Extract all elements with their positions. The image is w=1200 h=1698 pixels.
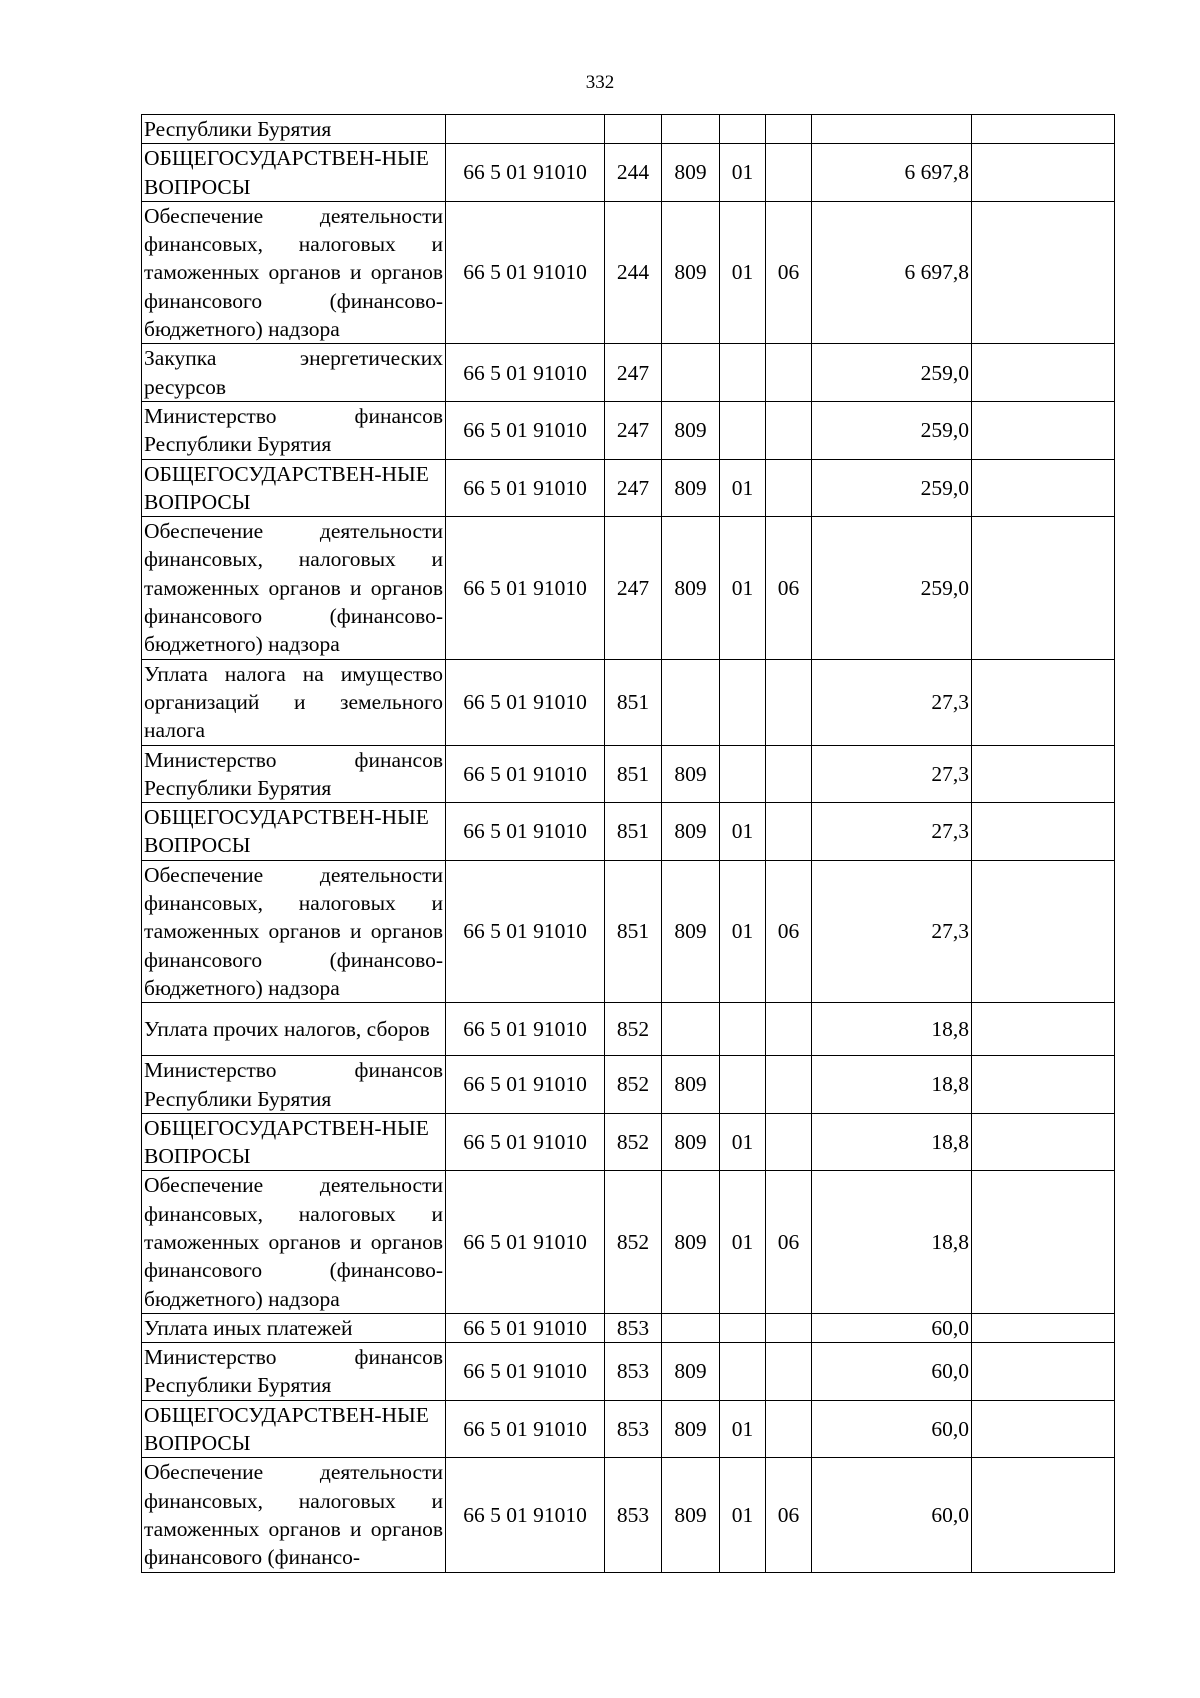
subsection-code-cell — [766, 1400, 812, 1458]
section-code-cell — [720, 1313, 766, 1342]
budget-table — [141, 114, 1115, 1573]
section-code-cell — [720, 1003, 766, 1056]
extra-cell — [972, 1056, 1115, 1114]
target-code-cell: 66 5 01 91010 — [446, 1343, 605, 1401]
item-name-cell: Обеспечение деятельности финансовых, налоговых и таможенных органов и органов финансового (финансо- — [142, 1458, 446, 1572]
extra-cell — [972, 201, 1115, 343]
subsection-code-cell — [766, 659, 812, 745]
amount-cell: 18,8 — [812, 1171, 972, 1313]
administrator-code-cell: 809 — [662, 1171, 720, 1313]
extra-cell — [972, 1003, 1115, 1056]
target-code-cell: 66 5 01 91010 — [446, 1400, 605, 1458]
page-number: 332 — [585, 72, 615, 93]
item-name-cell: Министерство финансов Республики Бурятия — [142, 401, 446, 459]
target-code-cell: 66 5 01 91010 — [446, 459, 605, 517]
section-code-cell: 01 — [720, 1171, 766, 1313]
target-code-cell: 66 5 01 91010 — [446, 144, 605, 202]
table-row — [142, 115, 1115, 144]
expense-type-cell: 852 — [605, 1056, 662, 1114]
section-code-cell — [720, 745, 766, 803]
amount-cell: 60,0 — [812, 1343, 972, 1401]
target-code-cell: 66 5 01 91010 — [446, 344, 605, 402]
table-row — [142, 1171, 1115, 1313]
subsection-code-cell — [766, 401, 812, 459]
expense-type-cell: 851 — [605, 659, 662, 745]
target-code-cell: 66 5 01 91010 — [446, 745, 605, 803]
extra-cell — [972, 1458, 1115, 1572]
expense-type-cell: 853 — [605, 1400, 662, 1458]
amount-cell: 27,3 — [812, 803, 972, 861]
item-name-cell: ОБЩЕГОСУДАРСТВЕН-НЫЕ ВОПРОСЫ — [142, 144, 446, 202]
expense-type-cell: 851 — [605, 803, 662, 861]
amount-cell: 60,0 — [812, 1458, 972, 1572]
administrator-code-cell: 809 — [662, 401, 720, 459]
expense-type-cell: 247 — [605, 401, 662, 459]
item-name-cell: Министерство финансов Республики Бурятия — [142, 1056, 446, 1114]
table-row — [142, 1003, 1115, 1056]
subsection-code-cell — [766, 344, 812, 402]
administrator-code-cell: 809 — [662, 745, 720, 803]
administrator-code-cell: 809 — [662, 1056, 720, 1114]
extra-cell — [972, 401, 1115, 459]
amount-cell: 27,3 — [812, 745, 972, 803]
section-code-cell — [720, 115, 766, 144]
item-name-cell: Республики Бурятия — [142, 115, 446, 144]
table-row — [142, 201, 1115, 343]
target-code-cell: 66 5 01 91010 — [446, 1003, 605, 1056]
amount-cell: 18,8 — [812, 1056, 972, 1114]
table-body — [142, 115, 1115, 1573]
administrator-code-cell — [662, 344, 720, 402]
extra-cell — [972, 803, 1115, 861]
section-code-cell — [720, 659, 766, 745]
item-name-cell: Министерство финансов Республики Бурятия — [142, 745, 446, 803]
expense-type-cell: 247 — [605, 344, 662, 402]
extra-cell — [972, 1113, 1115, 1171]
administrator-code-cell: 809 — [662, 1458, 720, 1572]
table-row — [142, 1458, 1115, 1572]
item-name-cell: Обеспечение деятельности финансовых, налоговых и таможенных органов и органов финансового (финансово-бюджетного) надзора — [142, 517, 446, 659]
administrator-code-cell: 809 — [662, 1400, 720, 1458]
table-row — [142, 1343, 1115, 1401]
section-code-cell: 01 — [720, 144, 766, 202]
extra-cell — [972, 1171, 1115, 1313]
extra-cell — [972, 1400, 1115, 1458]
expense-type-cell: 851 — [605, 745, 662, 803]
amount-cell: 60,0 — [812, 1313, 972, 1342]
table-row — [142, 401, 1115, 459]
extra-cell — [972, 517, 1115, 659]
expense-type-cell: 852 — [605, 1171, 662, 1313]
amount-cell: 6 697,8 — [812, 144, 972, 202]
amount-cell: 18,8 — [812, 1003, 972, 1056]
extra-cell — [972, 1343, 1115, 1401]
extra-cell — [972, 1313, 1115, 1342]
table-row — [142, 1313, 1115, 1342]
expense-type-cell: 853 — [605, 1343, 662, 1401]
amount-cell: 27,3 — [812, 659, 972, 745]
amount-cell: 259,0 — [812, 344, 972, 402]
target-code-cell: 66 5 01 91010 — [446, 1458, 605, 1572]
section-code-cell: 01 — [720, 803, 766, 861]
extra-cell — [972, 745, 1115, 803]
section-code-cell — [720, 344, 766, 402]
table-row — [142, 1056, 1115, 1114]
subsection-code-cell: 06 — [766, 860, 812, 1002]
target-code-cell: 66 5 01 91010 — [446, 401, 605, 459]
subsection-code-cell: 06 — [766, 1458, 812, 1572]
table-row — [142, 517, 1115, 659]
section-code-cell: 01 — [720, 517, 766, 659]
subsection-code-cell: 06 — [766, 1171, 812, 1313]
extra-cell — [972, 459, 1115, 517]
amount-cell: 259,0 — [812, 517, 972, 659]
section-code-cell — [720, 1343, 766, 1401]
subsection-code-cell: 06 — [766, 201, 812, 343]
amount-cell: 259,0 — [812, 401, 972, 459]
target-code-cell — [446, 115, 605, 144]
item-name-cell: ОБЩЕГОСУДАРСТВЕН-НЫЕ ВОПРОСЫ — [142, 803, 446, 861]
expense-type-cell: 852 — [605, 1113, 662, 1171]
subsection-code-cell — [766, 1343, 812, 1401]
table-row — [142, 1400, 1115, 1458]
extra-cell — [972, 344, 1115, 402]
section-code-cell: 01 — [720, 201, 766, 343]
table-row — [142, 459, 1115, 517]
administrator-code-cell — [662, 1003, 720, 1056]
amount-cell: 6 697,8 — [812, 201, 972, 343]
subsection-code-cell — [766, 115, 812, 144]
section-code-cell — [720, 401, 766, 459]
section-code-cell: 01 — [720, 1400, 766, 1458]
target-code-cell: 66 5 01 91010 — [446, 803, 605, 861]
administrator-code-cell: 809 — [662, 860, 720, 1002]
table-row — [142, 745, 1115, 803]
item-name-cell: Уплата налога на имущество организаций и земельного налога — [142, 659, 446, 745]
table-row — [142, 803, 1115, 861]
subsection-code-cell — [766, 1113, 812, 1171]
expense-type-cell: 853 — [605, 1313, 662, 1342]
item-name-cell: Уплата прочих налогов, сборов — [142, 1003, 446, 1056]
expense-type-cell: 247 — [605, 517, 662, 659]
expense-type-cell — [605, 115, 662, 144]
item-name-cell: Министерство финансов Республики Бурятия — [142, 1343, 446, 1401]
target-code-cell: 66 5 01 91010 — [446, 1171, 605, 1313]
subsection-code-cell: 06 — [766, 517, 812, 659]
subsection-code-cell — [766, 1056, 812, 1114]
subsection-code-cell — [766, 459, 812, 517]
item-name-cell: ОБЩЕГОСУДАРСТВЕН-НЫЕ ВОПРОСЫ — [142, 1113, 446, 1171]
administrator-code-cell: 809 — [662, 201, 720, 343]
target-code-cell: 66 5 01 91010 — [446, 201, 605, 343]
amount-cell — [812, 115, 972, 144]
target-code-cell: 66 5 01 91010 — [446, 1113, 605, 1171]
item-name-cell: ОБЩЕГОСУДАРСТВЕН-НЫЕ ВОПРОСЫ — [142, 1400, 446, 1458]
table-row — [142, 659, 1115, 745]
administrator-code-cell: 809 — [662, 1113, 720, 1171]
administrator-code-cell: 809 — [662, 459, 720, 517]
item-name-cell: Обеспечение деятельности финансовых, налоговых и таможенных органов и органов финансового (финансово-бюджетного) надзора — [142, 1171, 446, 1313]
expense-type-cell: 247 — [605, 459, 662, 517]
target-code-cell: 66 5 01 91010 — [446, 1313, 605, 1342]
section-code-cell: 01 — [720, 860, 766, 1002]
table-row — [142, 144, 1115, 202]
expense-type-cell: 851 — [605, 860, 662, 1002]
item-name-cell: Закупка энергетических ресурсов — [142, 344, 446, 402]
extra-cell — [972, 144, 1115, 202]
subsection-code-cell — [766, 1003, 812, 1056]
table-row — [142, 1113, 1115, 1171]
target-code-cell: 66 5 01 91010 — [446, 517, 605, 659]
administrator-code-cell: 809 — [662, 517, 720, 659]
section-code-cell: 01 — [720, 1458, 766, 1572]
item-name-cell: Обеспечение деятельности финансовых, налоговых и таможенных органов и органов финансового (финансово-бюджетного) надзора — [142, 201, 446, 343]
subsection-code-cell — [766, 144, 812, 202]
amount-cell: 18,8 — [812, 1113, 972, 1171]
administrator-code-cell — [662, 659, 720, 745]
target-code-cell: 66 5 01 91010 — [446, 659, 605, 745]
administrator-code-cell — [662, 115, 720, 144]
section-code-cell: 01 — [720, 1113, 766, 1171]
item-name-cell: Обеспечение деятельности финансовых, налоговых и таможенных органов и органов финансового (финансово-бюджетного) надзора — [142, 860, 446, 1002]
amount-cell: 27,3 — [812, 860, 972, 1002]
administrator-code-cell: 809 — [662, 1343, 720, 1401]
section-code-cell — [720, 1056, 766, 1114]
administrator-code-cell: 809 — [662, 803, 720, 861]
item-name-cell: Уплата иных платежей — [142, 1313, 446, 1342]
extra-cell — [972, 860, 1115, 1002]
item-name-cell: ОБЩЕГОСУДАРСТВЕН-НЫЕ ВОПРОСЫ — [142, 459, 446, 517]
amount-cell: 259,0 — [812, 459, 972, 517]
target-code-cell: 66 5 01 91010 — [446, 1056, 605, 1114]
table-row — [142, 344, 1115, 402]
administrator-code-cell — [662, 1313, 720, 1342]
section-code-cell: 01 — [720, 459, 766, 517]
subsection-code-cell — [766, 803, 812, 861]
extra-cell — [972, 659, 1115, 745]
administrator-code-cell: 809 — [662, 144, 720, 202]
subsection-code-cell — [766, 1313, 812, 1342]
expense-type-cell: 852 — [605, 1003, 662, 1056]
extra-cell — [972, 115, 1115, 144]
expense-type-cell: 244 — [605, 144, 662, 202]
expense-type-cell: 853 — [605, 1458, 662, 1572]
target-code-cell: 66 5 01 91010 — [446, 860, 605, 1002]
subsection-code-cell — [766, 745, 812, 803]
table-row — [142, 860, 1115, 1002]
expense-type-cell: 244 — [605, 201, 662, 343]
amount-cell: 60,0 — [812, 1400, 972, 1458]
